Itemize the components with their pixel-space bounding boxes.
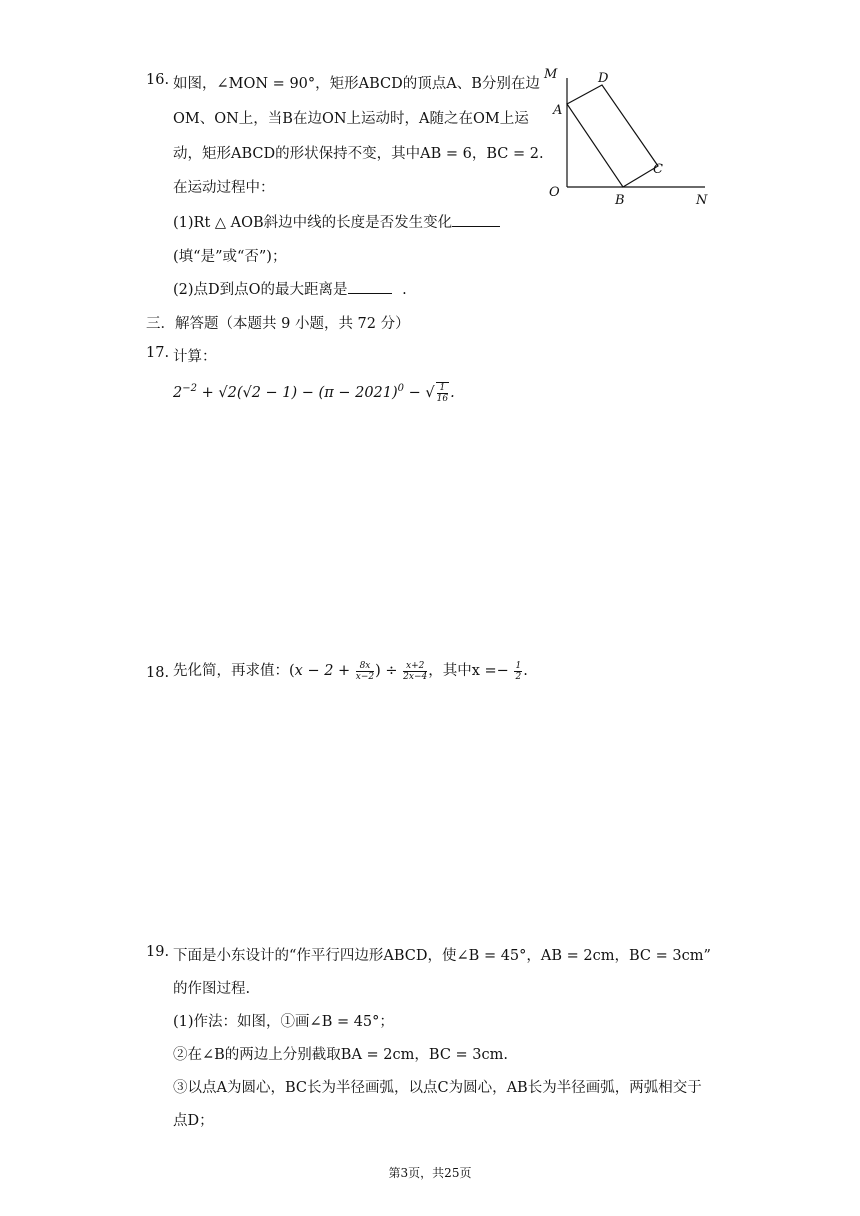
q16-part1-note: (填“是”或“否”)； bbox=[173, 249, 287, 265]
q18-frac3-num: 1 bbox=[515, 660, 522, 671]
q18-frac3-den: 2 bbox=[515, 671, 522, 682]
label-d: D bbox=[598, 71, 609, 86]
q18-frac2-den: 2x−4 bbox=[403, 671, 428, 682]
q18-term3: ，其中x =− bbox=[428, 663, 514, 679]
q17-term-c: − bbox=[404, 385, 426, 401]
q17-exp-b: 0 bbox=[397, 383, 405, 395]
label-o: O bbox=[549, 185, 560, 200]
q16-part2-text: (2)点D到点O的最大距离是 bbox=[173, 282, 348, 298]
q18-prefix: 先化简，再求值：( bbox=[173, 663, 295, 679]
q18-frac1-den: x−2 bbox=[355, 671, 375, 682]
q19-line6: 点D； bbox=[173, 1113, 214, 1129]
sqrt-sign: √ bbox=[425, 385, 435, 401]
q19-number: 19. bbox=[146, 944, 170, 960]
rectangle-figure bbox=[540, 60, 720, 210]
q18-term1: x − 2 + bbox=[294, 663, 355, 679]
q18-number: 18. bbox=[146, 665, 170, 681]
q19-line1: 下面是小东设计的“作平行四边形ABCD，使∠B = 45°，AB = 2cm，BC = 3cm” bbox=[173, 948, 711, 964]
q19-line2: 的作图过程. bbox=[173, 981, 251, 997]
q17-expression bbox=[173, 382, 455, 404]
q17-frac-den: 16 bbox=[436, 394, 449, 404]
q17-prompt: 计算： bbox=[173, 349, 217, 365]
q16-line2: OM、ON上，当B在边ON上运动时，A随之在OM上运 bbox=[173, 111, 529, 127]
q16-line1: 如图，∠MON = 90°，矩形ABCD的顶点A、B分别在边 bbox=[173, 76, 540, 92]
q18-end: . bbox=[523, 663, 528, 679]
q19-line3: (1)作法：如图，①画∠B = 45°； bbox=[173, 1014, 394, 1030]
q16-part2-end: . bbox=[402, 282, 407, 298]
q16-part2 bbox=[173, 278, 407, 299]
answer-blank-2[interactable] bbox=[348, 279, 392, 294]
page-footer: 第3页，共25页 bbox=[388, 1166, 472, 1180]
section-heading: 三．解答题（本题共 9 小题，共 72 分） bbox=[146, 316, 410, 332]
q17-fraction bbox=[436, 382, 449, 404]
q18-frac2-num: x+2 bbox=[403, 661, 427, 672]
q16-line3: 动，矩形ABCD的形状保持不变，其中AB = 6，BC = 2. bbox=[173, 146, 544, 162]
label-n: N bbox=[696, 193, 708, 208]
label-a: A bbox=[553, 103, 563, 118]
label-b: B bbox=[615, 193, 625, 208]
answer-blank-1[interactable] bbox=[452, 212, 500, 227]
q17-end: . bbox=[450, 385, 455, 401]
q16-line4: 在运动过程中： bbox=[173, 180, 275, 196]
q18-term2: ) ÷ bbox=[375, 663, 403, 679]
q16-part1-text: (1)Rt △ AOB斜边中线的长度是否发生变化 bbox=[173, 215, 453, 231]
label-c: C bbox=[653, 162, 663, 177]
label-m: M bbox=[544, 67, 558, 82]
q19-line4: ②在∠B的两边上分别截取BA = 2cm，BC = 3cm. bbox=[173, 1047, 508, 1063]
q17-frac-num: 1 bbox=[437, 383, 448, 394]
q17-exp-a: −2 bbox=[182, 383, 197, 395]
q17-term-b: + √2(√2 − 1) − (π − 2021) bbox=[196, 385, 398, 401]
q18-frac3 bbox=[514, 661, 522, 682]
q19-line5: ③以点A为圆心，BC长为半径画弧，以点C为圆心，AB长为半径画弧，两弧相交于 bbox=[173, 1080, 702, 1096]
q16-part1 bbox=[173, 211, 500, 232]
q18-frac1 bbox=[356, 661, 374, 682]
q18-frac2 bbox=[403, 661, 427, 682]
q17-number: 17. bbox=[146, 345, 170, 361]
q18-frac1-num: 8x bbox=[356, 661, 374, 672]
rectangle-abcd bbox=[567, 85, 658, 187]
q16-number: 16. bbox=[146, 72, 170, 88]
q18-expression bbox=[173, 659, 528, 682]
q17-term-a: 2 bbox=[173, 385, 183, 401]
